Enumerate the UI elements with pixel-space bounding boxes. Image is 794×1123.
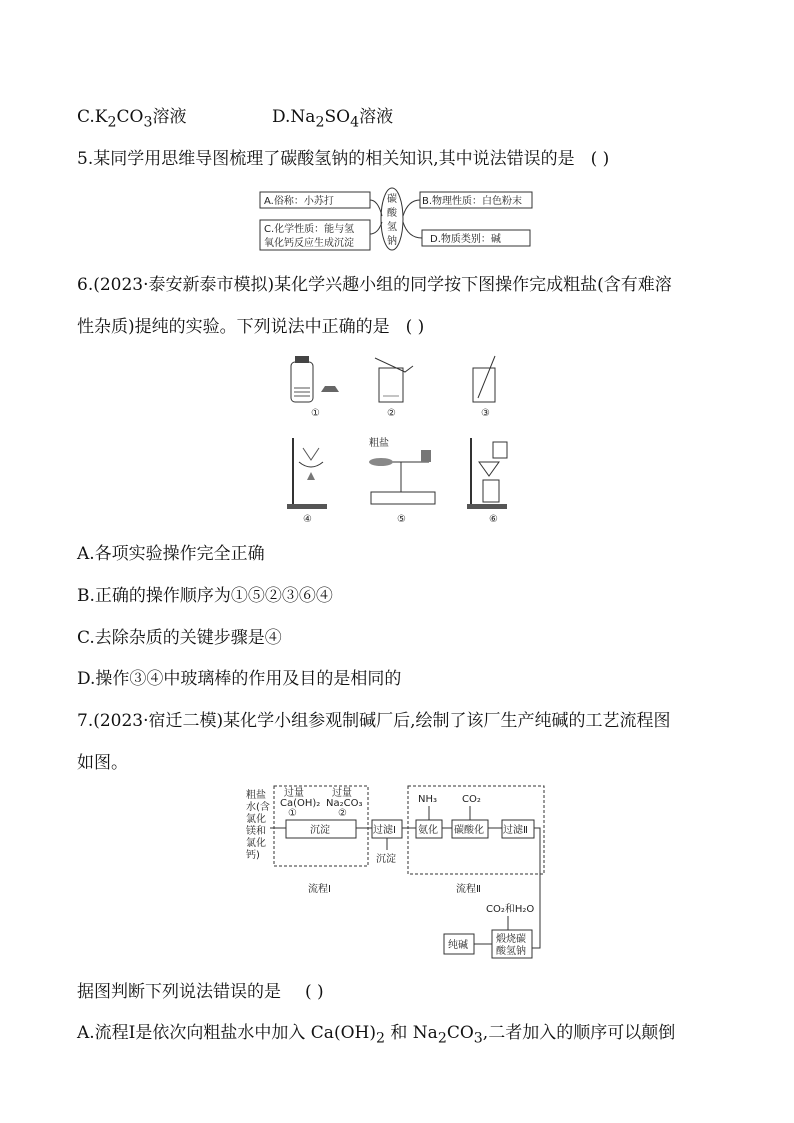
salt-label: 粗盐 xyxy=(369,438,389,449)
mindmap-box-c-line1: C.化学性质：能与氢 xyxy=(264,224,355,235)
q4-option-c: $C.K_2CO_3$溶液 xyxy=(77,107,187,131)
q5-mindmap xyxy=(258,186,536,252)
q7-option-a: A.流程Ⅰ是依次向粗盐水中加入 $Ca(OH)_2$ 和 $Na_2CO_3$,二者加入的顺序可以颠倒 xyxy=(77,1023,676,1047)
reagent2: Na₂CO₃ xyxy=(326,798,363,809)
q5-stem: 5.某同学用思维导图梳理了碳酸氢钠的相关知识,其中说法错误的是 ( ) xyxy=(77,149,610,169)
precipitate-box-label: 沉淀 xyxy=(310,825,330,836)
fig-label-5: ⑤ xyxy=(397,514,406,524)
mindmap-box-b-text: B.物理性质：白色粉末 xyxy=(422,196,523,207)
mindmap-box-d-text: D.物质类别：碱 xyxy=(430,234,501,245)
q7-flowchart xyxy=(246,784,546,960)
soda-ash-label: 纯碱 xyxy=(448,940,468,951)
filter2-label: 过滤Ⅱ xyxy=(503,825,528,836)
input-line3: 氯化 xyxy=(246,814,266,825)
q6-stem-line2: 性杂质)提纯的实验。下列说法中正确的是 ( ) xyxy=(77,317,425,337)
excess1: 过量 xyxy=(284,788,304,799)
fig-label-2: ② xyxy=(387,408,396,419)
co2-label: CO₂ xyxy=(462,794,481,805)
circle2: ② xyxy=(338,808,347,819)
byproducts-label: CO₂和H₂O xyxy=(486,904,535,915)
input-line2: 水(含 xyxy=(246,802,270,813)
input-line5: 氯化 xyxy=(246,838,266,849)
q6-option-a: A.各项实验操作完全正确 xyxy=(77,544,265,564)
center-char-1: 碳 xyxy=(387,194,397,205)
mindmap-box-a-text: A.俗称：小苏打 xyxy=(264,196,334,207)
fig-label-3: ③ xyxy=(481,408,490,419)
q7-judge-stem: 据图判断下列说法错误的是 ( ) xyxy=(77,982,324,1002)
center-char-4: 钠 xyxy=(387,236,397,247)
process2-label: 流程Ⅱ xyxy=(456,884,481,895)
calcine-line1: 煅烧碳 xyxy=(496,934,526,945)
step2-pouring xyxy=(375,358,413,402)
q6-option-c: C.去除杂质的关键步骤是④ xyxy=(77,628,282,648)
q6-stem-line1: 6.(2023·泰安新泰市模拟)某化学兴趣小组的同学按下图操作完成粗盐(含有难溶 xyxy=(77,275,672,295)
center-char-3: 氢 xyxy=(387,222,397,233)
precipitate-out: 沉淀 xyxy=(376,854,396,865)
calcine-line2: 酸氢钠 xyxy=(496,946,526,957)
input-line1: 粗盐 xyxy=(246,790,266,801)
input-line4: 镁和 xyxy=(246,826,266,837)
q6-lab-figure xyxy=(283,352,517,524)
ammoniate-label: 氨化 xyxy=(418,825,438,836)
q7-stem-line1: 7.(2023·宿迁二模)某化学小组参观制碱厂后,绘制了该厂生产纯碱的工艺流程图 xyxy=(77,711,671,731)
fig-label-4: ④ xyxy=(303,514,312,524)
circle1: ① xyxy=(288,808,297,819)
q6-option-d: D.操作③④中玻璃棒的作用及目的是相同的 xyxy=(77,669,402,689)
fig-label-1: ① xyxy=(311,408,320,419)
step5-balance xyxy=(369,450,435,504)
process1-label: 流程Ⅰ xyxy=(308,884,331,895)
q4-options xyxy=(77,106,394,133)
step3-stirring xyxy=(473,356,495,402)
step4-evaporating xyxy=(287,438,327,509)
reagent1: Ca(OH)₂ xyxy=(280,798,321,809)
mindmap-box-c-line2: 氧化钙反应生成沉淀 xyxy=(264,238,354,249)
step1-weighing-jar xyxy=(291,356,339,402)
q7-stem-line2: 如图。 xyxy=(77,753,128,773)
carbonate-label: 碳酸化 xyxy=(454,825,484,836)
nh3-label: NH₃ xyxy=(418,794,438,805)
excess2: 过量 xyxy=(332,788,352,799)
input-line6: 钙) xyxy=(246,850,260,861)
q6-option-b: B.正确的操作顺序为①⑤②③⑥④ xyxy=(77,586,333,606)
filter1-label: 过滤Ⅰ xyxy=(373,825,396,836)
q4-option-d: $D.Na_2SO_4$溶液 xyxy=(272,107,394,131)
step6-filtering xyxy=(467,438,507,509)
fig-label-6: ⑥ xyxy=(489,514,498,524)
center-char-2: 酸 xyxy=(387,208,397,219)
